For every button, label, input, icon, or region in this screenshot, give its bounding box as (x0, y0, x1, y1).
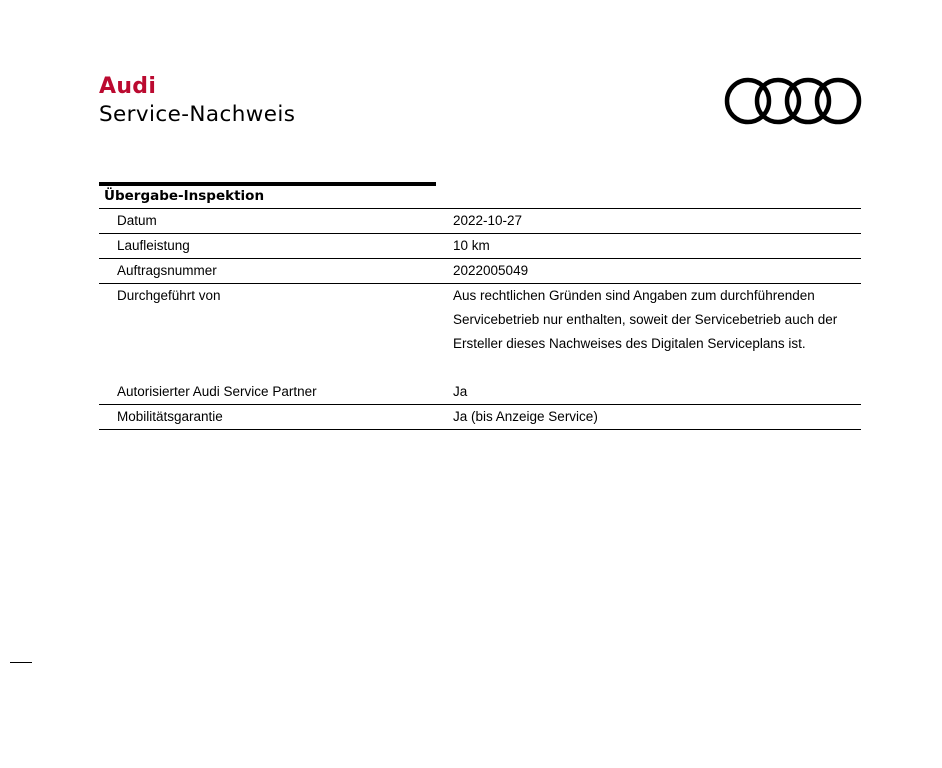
page-title: Service-Nachweis (99, 102, 296, 127)
row-label: Mobilitätsgarantie (117, 409, 223, 424)
section-title: Übergabe-Inspektion (104, 188, 265, 204)
row-value: Ja (bis Anzeige Service) (453, 409, 598, 424)
table-row-mobilitaetsgarantie (99, 405, 861, 430)
row-label: Auftragsnummer (117, 263, 217, 278)
row-label: Autorisierter Audi Service Partner (117, 384, 317, 399)
brand-name: Audi (99, 74, 157, 99)
ring-4 (817, 80, 859, 122)
fold-mark (10, 662, 32, 663)
row-label: Laufleistung (117, 238, 190, 253)
table-row-datum (99, 209, 861, 234)
row-value: 10 km (453, 238, 490, 253)
audi-rings-icon (724, 76, 864, 128)
row-value: Aus rechtlichen Gründen sind Angaben zum durchführenden Servicebetrieb nur enthalten, soweit der Servicebetrieb auch der Ersteller dieses Nachweises des Digitalen Serviceplans ist. (453, 288, 838, 351)
row-value: Ja (453, 384, 468, 399)
row-value: 2022005049 (453, 263, 529, 278)
row-value: 2022-10-27 (453, 213, 523, 228)
service-details-table (99, 208, 861, 430)
row-label: Datum (117, 213, 157, 228)
table-row-laufleistung (99, 234, 861, 259)
table-row-durchgefuehrt-von (99, 284, 861, 380)
row-label: Durchgeführt von (117, 288, 221, 303)
table-row-auftragsnummer (99, 259, 861, 284)
table-row-service-partner (99, 380, 861, 405)
